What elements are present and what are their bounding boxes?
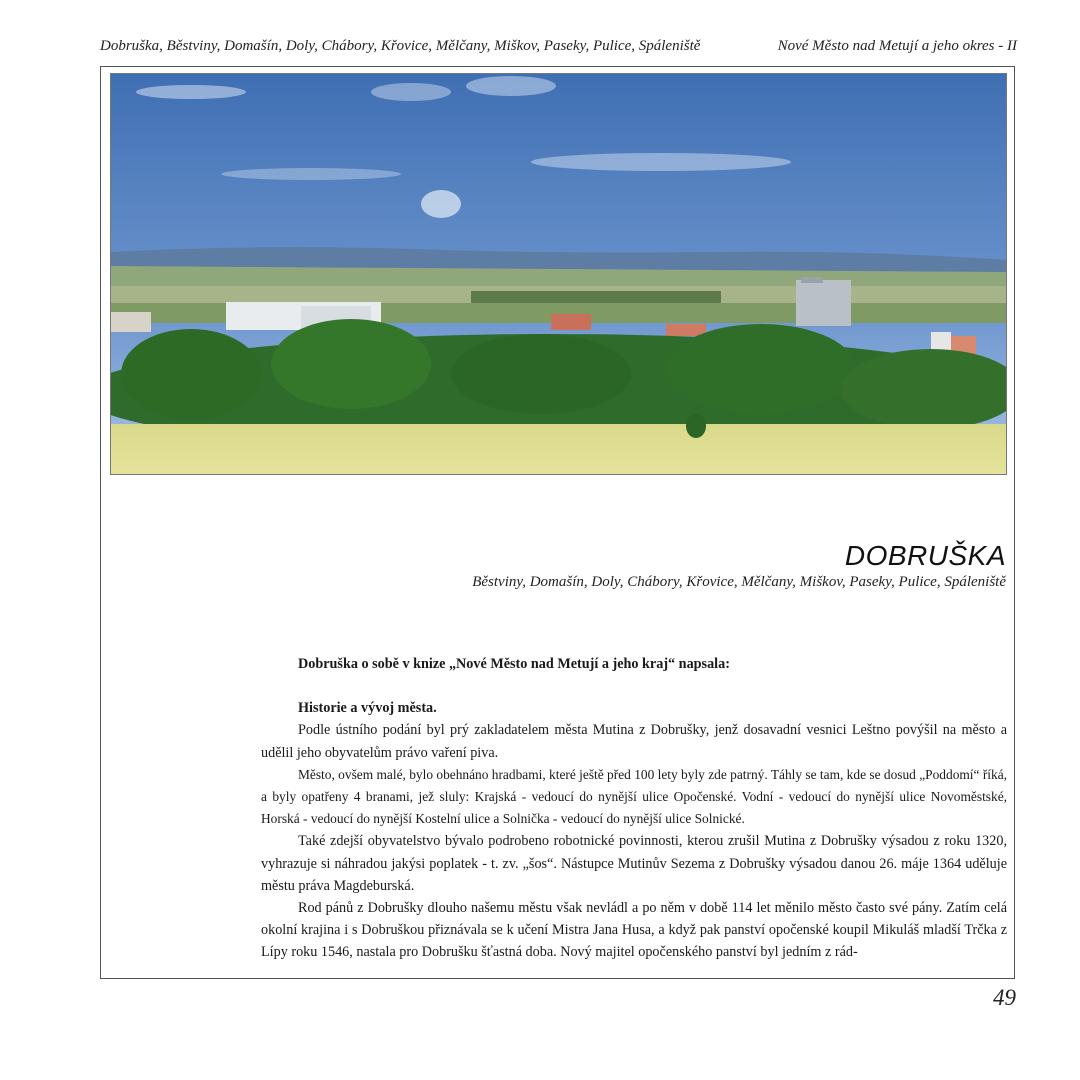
running-head-left: Dobruška, Běstviny, Domašín, Doly, Chábory, Křovice, Mělčany, Miškov, Paseky, Pulice, Spáleniště (100, 38, 701, 54)
page-number: 49 (993, 985, 1016, 1010)
paragraph: Také zdejší obyvatelstvo bývalo podrobeno robotnické povinnosti, kterou zrušil Mutina z Dobrušky výsadou z roku 1320, vyhrazuje si náhradou jakýsi poplatek - t. zv. „šos“. Nástupce Mutinův Sezema z Dobrušky výsadou danou 26. máje 1364 uděluje městu práva Magdeburská. (261, 833, 1007, 894)
paragraph: Město, ovšem malé, bylo obehnáno hradbami, které ještě před 100 lety byly zde patrný. Táhly se tam, kde se dosud „Poddomí“ říká, a byly opatřeny 4 branami, jež sluly: Krajská - vedoucí do nynější ulice Opočenské. Vodní - vedoucí do nynější ulice Novoměstské, Horská - vedoucí do nynější Kostelní ulice a Solnička - vedoucí do nynější ulice Solnické. (261, 766, 1007, 827)
lead-line: Dobruška o sobě v knize „Nové Město nad Metují a jeho kraj“ napsala: (298, 656, 730, 672)
article-body (261, 653, 1007, 964)
landscape-photo (110, 73, 1007, 475)
page-title: DOBRUŠKA (844, 540, 1006, 571)
running-head-right: Nové Město nad Metují a jeho okres - II (777, 38, 1017, 54)
section-heading: Historie a vývoj města. (298, 700, 437, 717)
running-head (100, 38, 1017, 55)
page-subtitle: Běstviny, Domašín, Doly, Chábory, Křovice, Mělčany, Miškov, Paseky, Pulice, Spáleniště (472, 574, 1006, 590)
paragraph: Rod pánů z Dobrušky dlouho našemu městu však nevládl a po něm v době 114 let měnilo město často své pány. Zatím celá okolní krajina i s Dobruškou přiznávala se k učení Mistra Jana Husa, a když pak panství opočenské koupil Mikuláš mladší Trčka z Lípy roku 1546, nastala pro Dobrušku šťastná doba. Nový majitel opočenského panství byl jedním z rád- (261, 900, 1007, 961)
paragraph: Podle ústního podání byl prý zakladatelem města Mutina z Dobrušky, jenž dosavadní vesnici Leštno povýšil na město a udělil jeho obyvatelům právo vaření piva. (261, 722, 1007, 761)
